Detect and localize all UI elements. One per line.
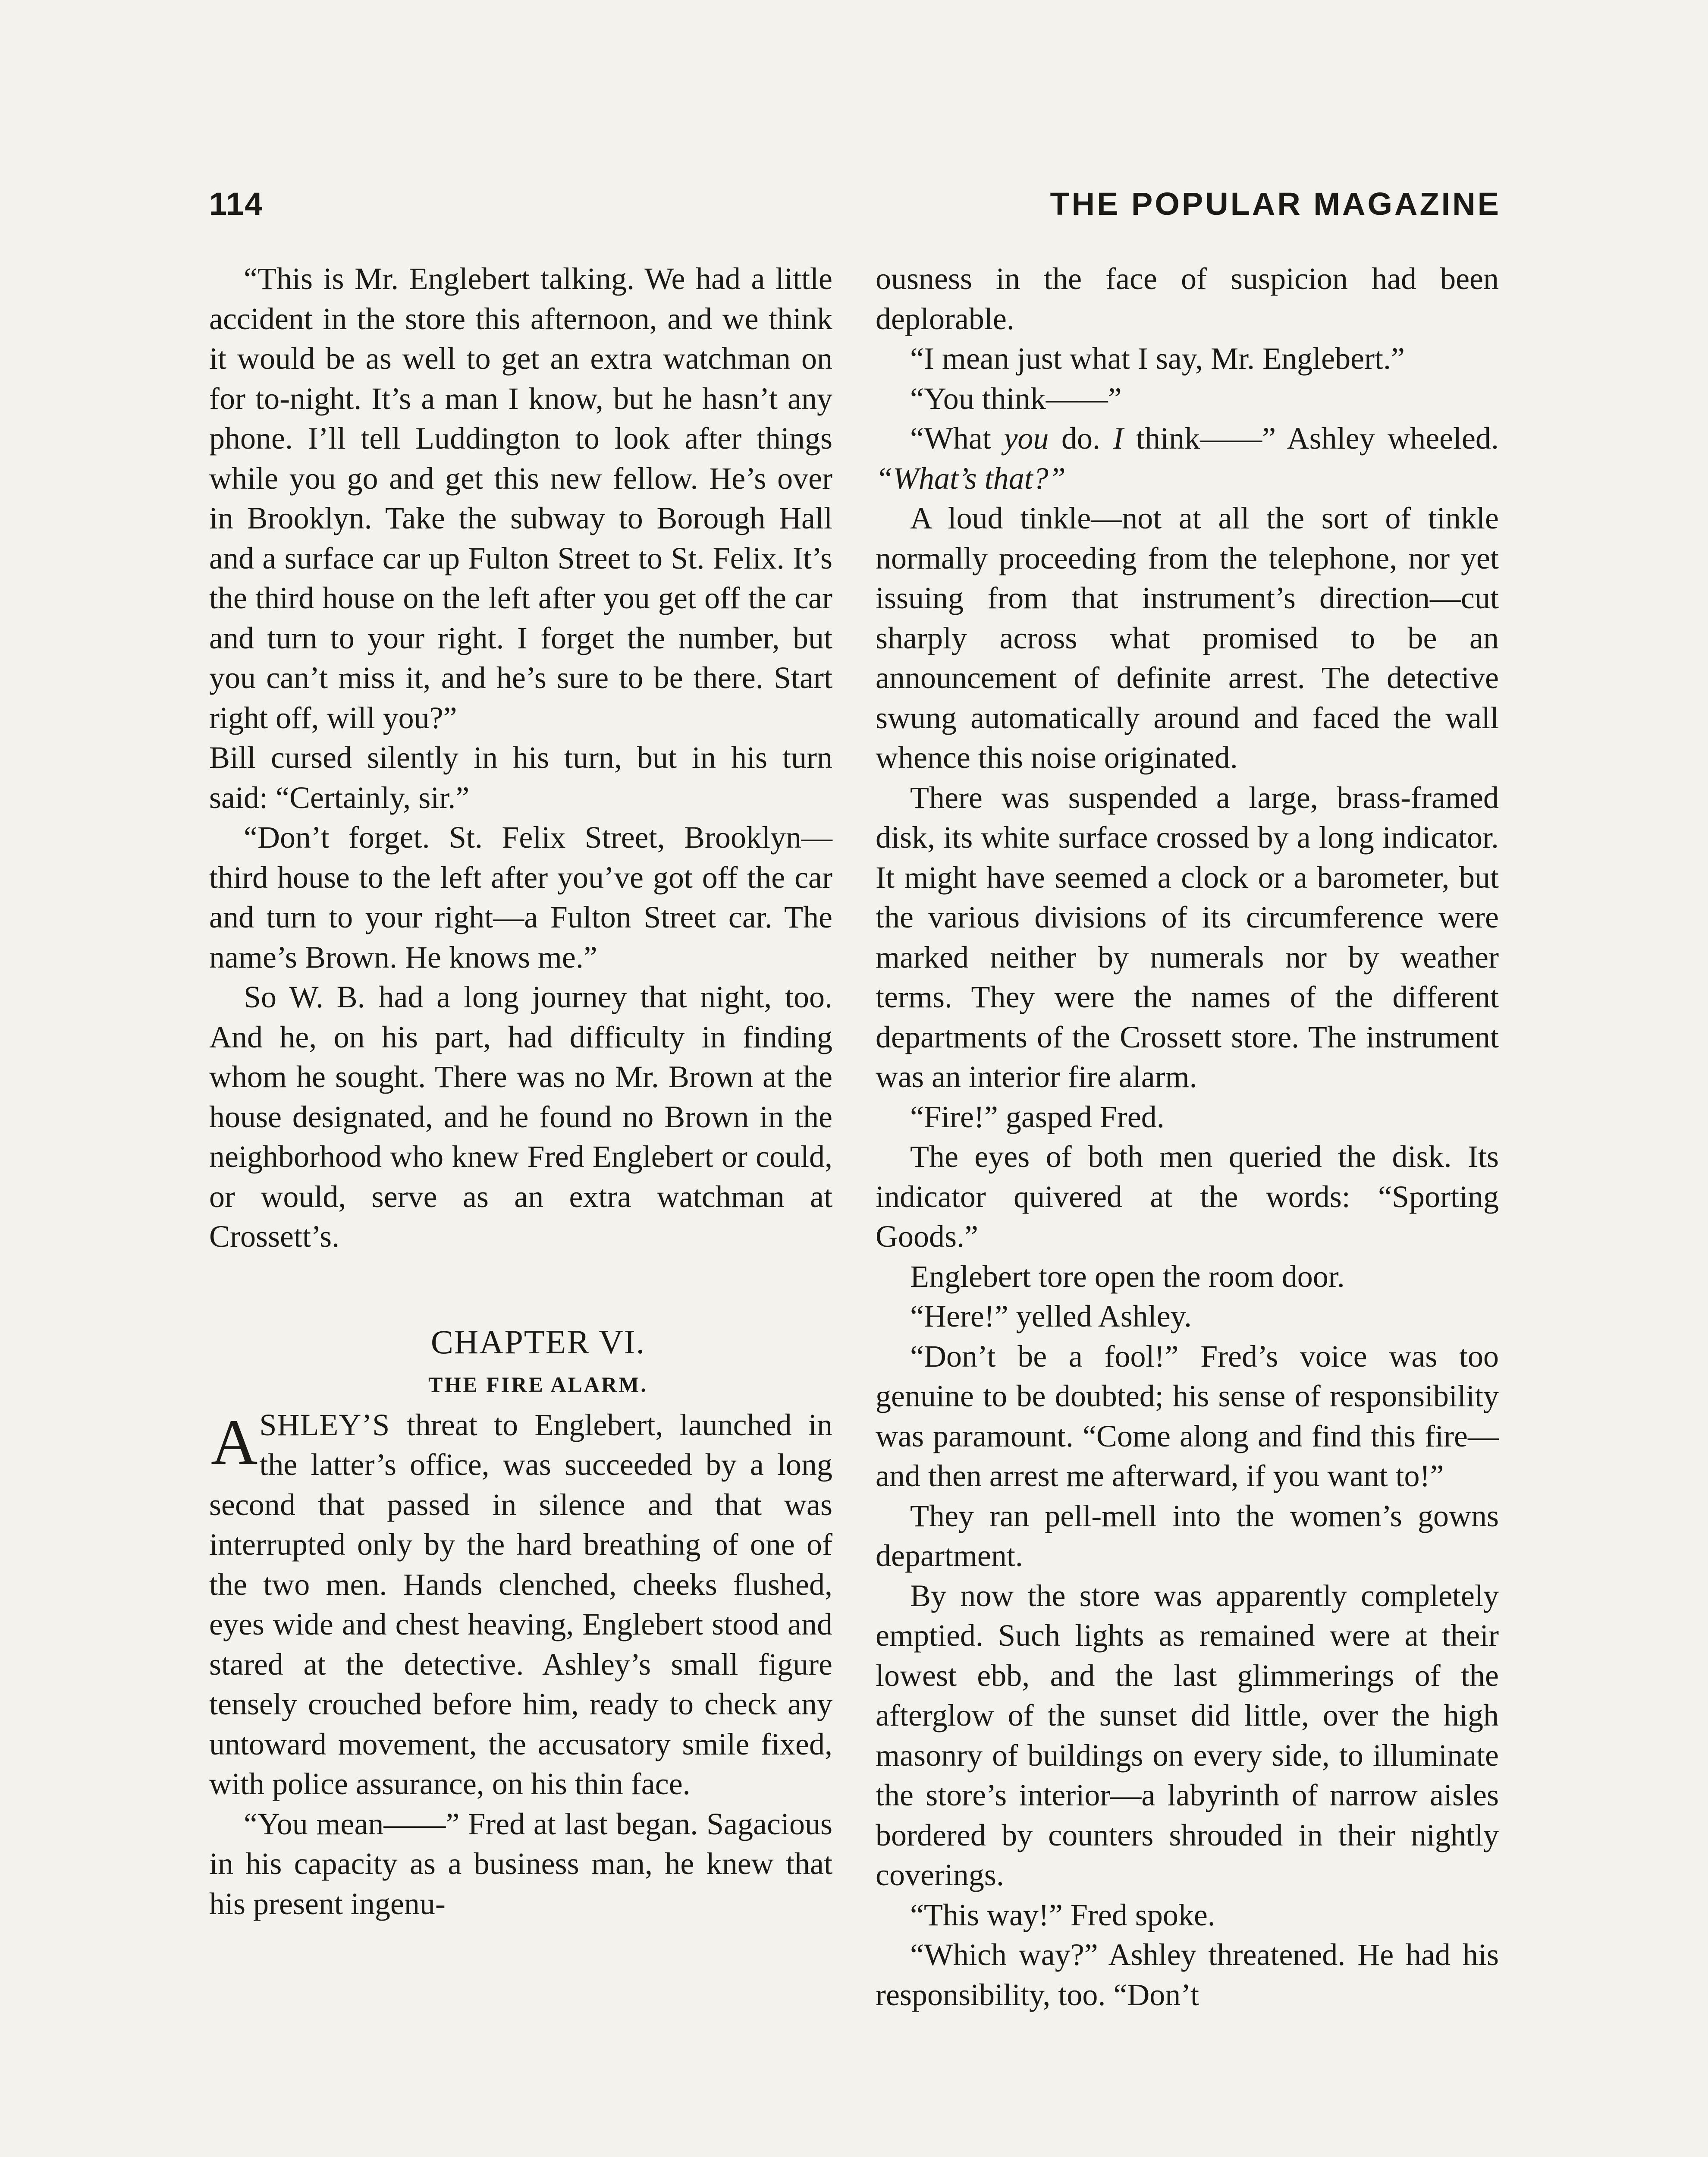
opening-word: SHLEY’S xyxy=(259,1407,390,1442)
drop-cap: A xyxy=(211,1406,258,1478)
paragraph: “Here!” yelled Ashley. xyxy=(910,1299,1192,1333)
paragraph: “Fire!” gasped Fred. xyxy=(910,1099,1165,1134)
paragraph: “You mean——” Fred at last began. Sagacious in his capacity as a business man, he knew that his present ingenu- xyxy=(209,1806,832,1921)
paragraph: “You think——” xyxy=(910,381,1122,416)
paragraph: There was suspended a large, brass-framed disk, its white surface crossed by a long indicator. It might have seemed a clock or a barometer, but the various divisions of its circumference were marked neither by numerals nor by weather terms. They were the names of the different departments of the Crossett store. The instrument was an interior fire alarm. xyxy=(876,780,1499,1094)
paragraph: “This way!” Fred spoke. xyxy=(910,1897,1215,1932)
paragraph: By now the store was apparently completely emptied. Such lights as remained were at their lowest ebb, and the last glimmerings of the afterglow of the sunset did little, over the high masonry of buildings on every side, to illuminate the store’s interior—a labyrinth of narrow aisles bordered by counters shrouded in their nightly coverings. xyxy=(876,1578,1499,1892)
left-column xyxy=(209,259,832,1924)
page-number: 114 xyxy=(209,186,264,222)
paragraph xyxy=(876,418,1499,498)
paragraph: “Which way?” Ashley threatened. He had his responsibility, too. “Don’t xyxy=(876,1937,1499,2012)
italic-whats-that: “What’s that?” xyxy=(876,461,1066,496)
paragraph: Englebert tore open the room door. xyxy=(910,1259,1345,1294)
running-header xyxy=(209,186,1501,237)
paragraph: So W. B. had a long journey that night, too. And he, on his part, had difficulty in finding whom he sought. There was no Mr. Brown at the house designated, and he found no Brown in the neighborhood who knew Fred Englebert or could, or would, serve as an extra watchman at Crossett’s. xyxy=(209,980,832,1254)
italic-you: you xyxy=(1004,421,1049,456)
paragraph: ousness in the face of suspicion had been deplorable. xyxy=(876,261,1499,336)
magazine-title: THE POPULAR MAGAZINE xyxy=(1050,186,1501,222)
text-run: “What xyxy=(910,421,1004,456)
chapter-subtitle: THE FIRE ALARM. xyxy=(428,1372,648,1396)
opening-paragraph xyxy=(209,1405,832,1804)
text-run: think——” Ashley wheeled. xyxy=(1123,421,1499,456)
text-run: do. xyxy=(1049,421,1113,456)
paragraph: A loud tinkle—not at all the sort of tinkle normally proceeding from the telephone, nor yet issuing from that instrument’s direction—cut sharply across what promised to be an announcement of definite arrest. The detective swung automatically around and faced the wall whence this noise originated. xyxy=(876,501,1499,775)
paragraph: “This is Mr. Englebert talking. We had a little accident in the store this afternoon, and we think it would be as well to get an extra watchman on for to-night. It’s a man I know, but he hasn’t any phone. I’ll tell Luddington to look after things while you go and get this new fellow. He’s over in Brooklyn. Take the subway to Borough Hall and a surface car up Fulton Street to St. Felix. It’s the third house on the left after you get off the car and turn to your right. I forget the number, but you can’t miss it, and he’s sure to be there. Start right off, will you?” xyxy=(209,261,832,735)
paragraph: The eyes of both men queried the disk. Its indicator quivered at the words: “Sporting Goods.” xyxy=(876,1139,1499,1254)
paragraph: They ran pell-mell into the women’s gowns department. xyxy=(876,1498,1499,1573)
paragraph: Bill cursed silently in his turn, but in his turn said: “Certainly, sir.” xyxy=(209,740,832,815)
italic-i: I xyxy=(1113,421,1124,456)
paragraph: “Don’t be a fool!” Fred’s voice was too genuine to be doubted; his sense of responsibility was paramount. “Come along and find this fire—and then arrest me afterward, if you want to!” xyxy=(876,1339,1499,1493)
paragraph: “Don’t forget. St. Felix Street, Brooklyn—third house to the left after you’ve got off the car and turn to your right—a Fulton Street car. The name’s Brown. He knows me.” xyxy=(209,820,832,975)
paragraph: “I mean just what I say, Mr. Englebert.” xyxy=(910,341,1405,376)
paragraph-text: threat to Englebert, launched in the latter’s office, was succeeded by a long second that passed in silence and that was interrupted only by the hard breathing of one of the two men. Hands clenched, cheeks flushed, eyes wide and chest heaving, Englebert stood and stared at the detective. Ashley’s small figure tensely crouched before him, ready to check any untoward movement, the accusatory smile fixed, with police assurance, on his thin face. xyxy=(209,1407,832,1801)
right-column xyxy=(876,259,1499,2015)
chapter-title: CHAPTER VI. xyxy=(430,1323,646,1361)
